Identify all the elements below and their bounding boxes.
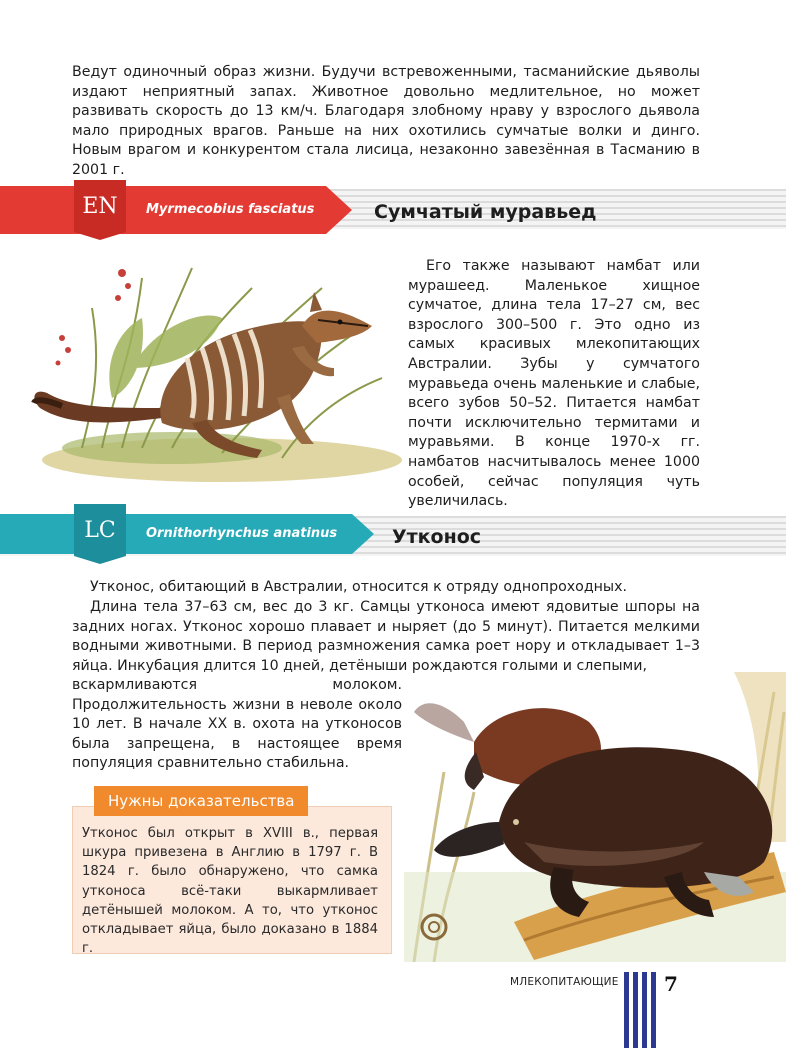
footer-bar <box>624 972 629 1048</box>
page-number: 7 <box>664 972 678 996</box>
evidence-heading: Нужны доказательства <box>94 786 308 816</box>
section-label: МЛЕКОПИТАЮЩИЕ <box>510 976 619 988</box>
footer-bar <box>633 972 638 1048</box>
status-badge-en <box>74 180 126 232</box>
numbat-text: Его также называют намбат или мурашеед. Маленькое хищное сумчатое, длина тела 17–27 см, вес взрослого 300–500 г. Это одно из самых красивых млекопитающих Австралии. Зубы у сумчатого муравьеда очень маленькие и слабые, всего зубов 50–52. Питается намбат почти исключительно термитами и муравьями. В конце 1970-х гг. намбатов насчитывалось менее 1000 особей, сейчас популяция чуть увеличилась. <box>408 258 700 510</box>
evidence-text: Утконос был открыт в XVIII в., первая шкура привезена в Англию в 1797 г. В 1824 г. было обнаружено, что самка утконоса всё-таки выкармливает детёнышей молоком. А то, что утконос откладывает яйца, было доказано в 1884 г. <box>82 826 378 957</box>
intro-paragraph <box>72 63 700 181</box>
platypus-paragraph-2 <box>72 598 700 676</box>
platypus-text-2: Длина тела 37–63 см, вес до 3 кг. Самцы утконоса имеют ядовитые шпоры на задних ногах. Утконос хорошо плавает и ныряет (до 5 минут). Питается мелкими водными животными. В период размножения самка роет нору и откладывает 1–3 яйца. Инкубация длится 10 дней, детёныши рождаются голыми и слепыми, <box>72 599 700 674</box>
intro-text: Ведут одиночный образ жизни. Будучи встревоженными, тасманийские дьяволы издают неприятный запах. Животное довольно медлительное, но может развивать скорость до 13 км/ч. Благодаря злобному нраву у взрослого дьявола мало природных врагов. Раньше на них охотились сумчатые волки и динго. Новым врагом и конкурентом стала лисица, незаконно завезённая в Тасманию в 2001 г. <box>72 64 700 178</box>
status-code: LC <box>84 517 116 543</box>
platypus-title: Утконос <box>392 526 482 548</box>
platypus-paragraph-3 <box>72 676 402 774</box>
status-badge-lc <box>74 504 126 556</box>
platypus-paragraph-1 <box>72 578 700 598</box>
platypus-text-3: вскармливаются молоком. Продолжительность жизни в неволе около 10 лет. В начале XX в. охота на утконосов была запрещена, в настоящее время популяция сравнительно стабильна. <box>72 677 402 772</box>
platypus-illustration <box>404 672 786 962</box>
numbat-latin-name: Myrmecobius fasciatus <box>146 202 315 217</box>
numbat-illustration <box>22 248 402 486</box>
numbat-title: Сумчатый муравьед <box>374 201 597 223</box>
platypus-latin-name: Ornithorhynchus anatinus <box>146 526 338 541</box>
footer-bar <box>651 972 656 1048</box>
footer-bar <box>642 972 647 1048</box>
platypus-text-1: Утконос, обитающий в Австралии, относится к отряду однопроходных. <box>90 579 628 595</box>
status-code: EN <box>82 193 118 219</box>
numbat-description <box>408 257 700 512</box>
